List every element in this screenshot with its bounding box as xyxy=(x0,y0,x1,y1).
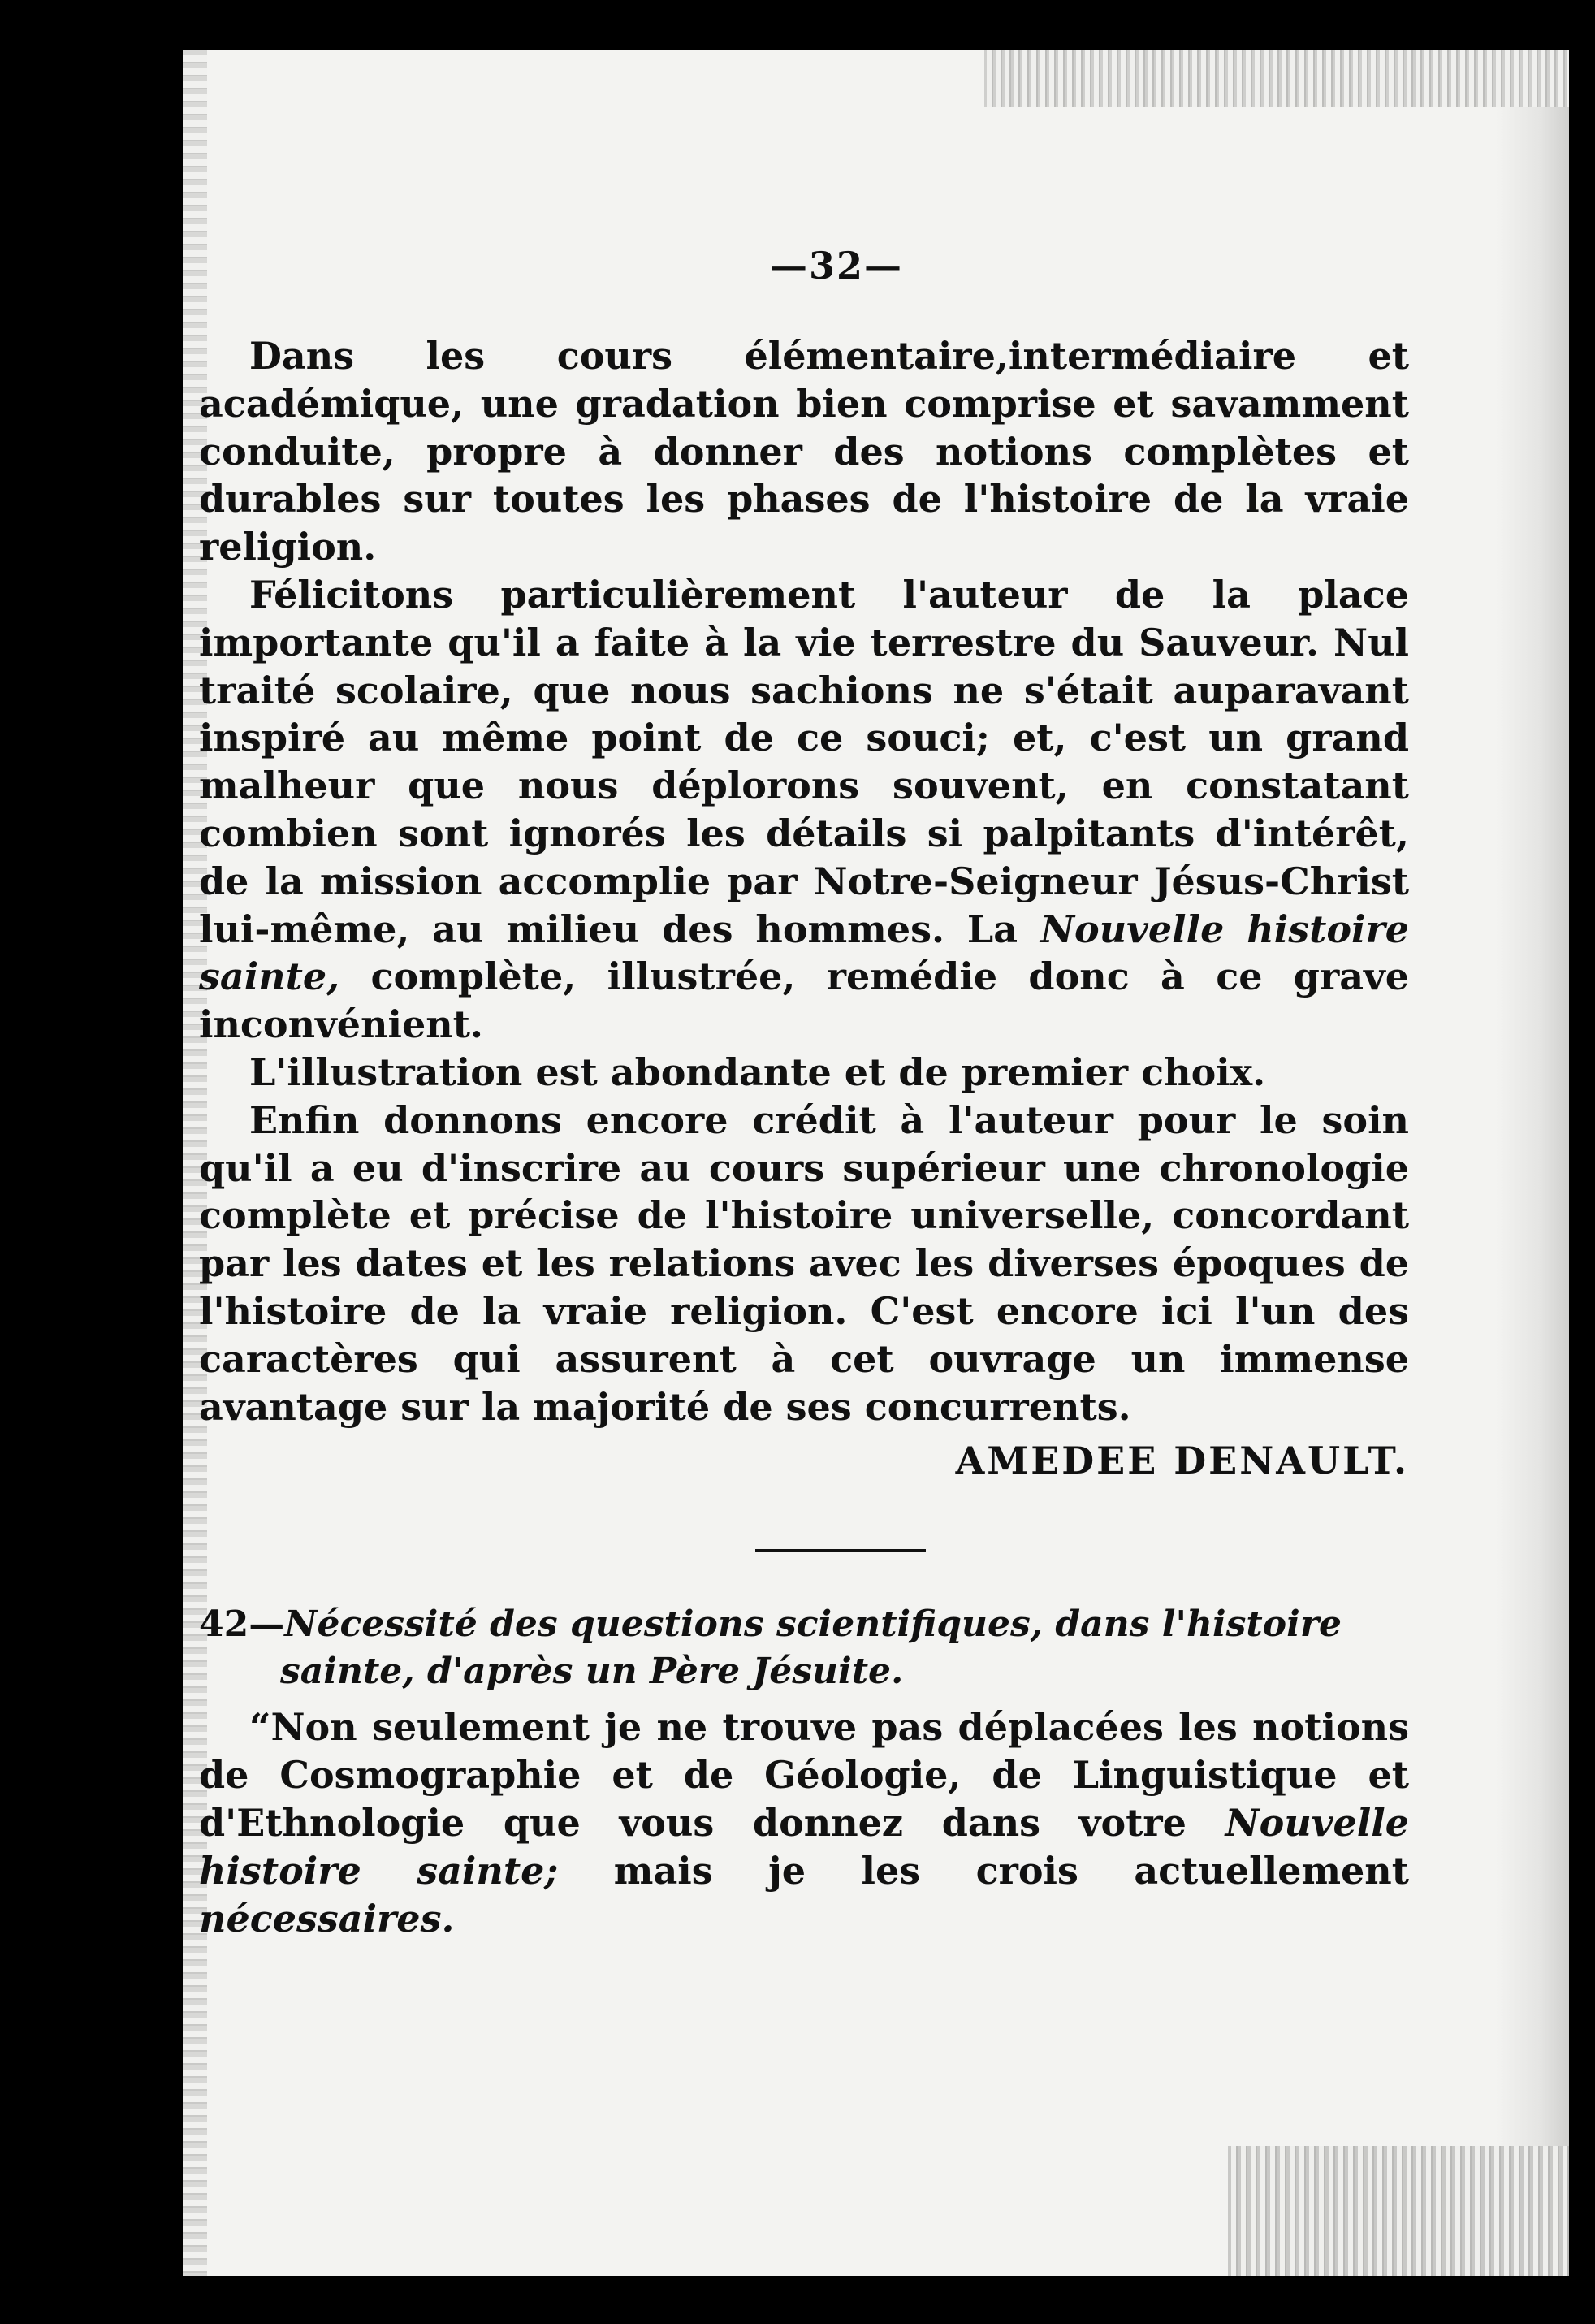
paragraph-1: Dans les cours élémentaire,intermédiaire et académique, une gradation bien comprise et savamment conduite, propre à donner des notions complètes et durables sur toutes les phases de l'histoire de la vraie religion. xyxy=(199,334,1409,569)
page-number: —32— xyxy=(769,244,903,288)
section-title: Nécessité des questions scientifiques, dans l'histoire sainte, d'après un Père Jésuite. xyxy=(280,1603,1342,1693)
paragraph-2 xyxy=(199,571,1409,1049)
section-heading xyxy=(199,1601,1409,1695)
page-content xyxy=(199,244,1409,1942)
quote-middle: mais je les crois actuellement xyxy=(558,1848,1409,1893)
quote-start: “Non seulement je ne trouve pas déplacées les notions de Cosmographie et de Géologie, de Linguistique et d'Ethnologie que vous donnez dans votre xyxy=(199,1705,1409,1845)
quote-paragraph xyxy=(199,1703,1409,1942)
quote-italic-title: Nouvelle histoire sainte; xyxy=(199,1800,1409,1893)
section-divider xyxy=(755,1549,926,1552)
paragraph-2-start: Félicitons particulièrement l'auteur de la place importante qu'il a faite à la vie terrestre du Sauveur. Nul traité scolaire, que nous sachions ne s'était auparavant inspiré au même point de ce souci; et, c'est un grand malheur que nous déplorons souvent, en constatant combien sont ignorés les détails si palpitants d'intérêt, de la mission accomplie par Notre-Seigneur Jésus-Christ lui-même, au milieu des hommes. La xyxy=(199,572,1409,951)
page-bottom-edge xyxy=(1228,2146,1569,2276)
paragraph-3: L'illustration est abondante et de premier choix. xyxy=(249,1049,1266,1094)
paragraph-4: Enfin donnons encore crédit à l'auteur pour le soin qu'il a eu d'inscrire au cours supérieur une chronologie complète et précise de l'histoire universelle, concordant par les dates et les relations avec les diverses époques de l'histoire de la vraie religion. C'est encore ici l'un des caractères qui assurent à cet ouvrage un immense avantage sur la majorité de ses concurrents. xyxy=(199,1097,1409,1429)
paragraph-2-end: complète, illustrée, remédie donc à ce grave inconvénient. xyxy=(199,954,1409,1047)
book-title-italic: Nouvelle histoire sainte, xyxy=(199,907,1409,999)
page-top-edge xyxy=(984,50,1569,107)
page-right-edge xyxy=(1496,107,1569,2219)
signature: AMEDEE DENAULT. xyxy=(955,1439,1409,1483)
quote-italic-end: nécessaires. xyxy=(199,1896,455,1941)
section-number: 42— xyxy=(199,1603,285,1646)
